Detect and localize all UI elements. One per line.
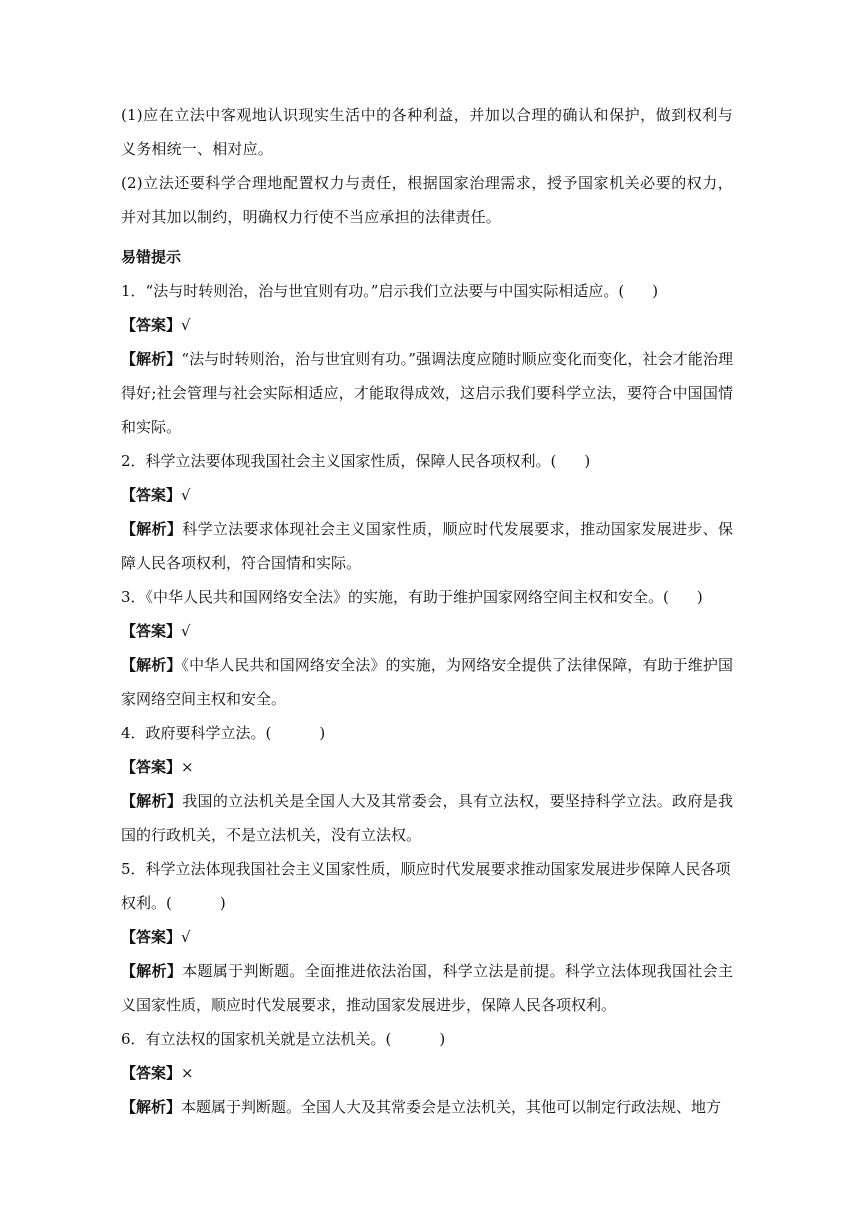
explanation-line [121,1090,733,1124]
document-page [121,98,733,1124]
question-close: ) [219,894,226,912]
question-stem: 3．《中华人民共和国网络安全法》的实施，有助于维护国家网络空间主权和安全。( [121,588,669,606]
explanation-tag: 【解析】 [121,792,183,810]
question-stem: 1．“法与时转则治，治与世宜则有功。”启示我们立法要与中国实际相适应。( [121,282,625,300]
explanation-line [121,954,733,1022]
answer-line [121,614,733,648]
question-text [121,274,733,308]
answer-value: √ [181,486,191,504]
answer-value: √ [181,928,191,946]
question-text [121,716,733,750]
question-stem: 4．政府要科学立法。( [121,724,272,742]
explanation-text: “法与时转则治，治与世宜则有功。”强调法度应随时顺应变化而变化，社会才能治理得好;社会管理与社会实际相适应，才能取得成效，这启示我们要科学立法，要符合中国国情和实际。 [121,350,733,436]
question-close: ) [584,452,591,470]
question-close: ) [319,724,326,742]
explanation-text: 本题属于判断题。全国人大及其常委会是立法机关，其他可以制定行政法规、地方 [181,1098,722,1116]
answer-value: √ [181,316,191,334]
answer-tag: 【答案】 [121,1064,182,1082]
explanation-tag: 【解析】 [121,962,183,980]
intro-paragraph-1: (1)应在立法中客观地认识现实生活中的各种利益，并加以合理的确认和保护，做到权利与义务相统一、相对应。 [121,106,733,158]
answer-line [121,920,733,954]
answer-line [121,308,733,342]
explanation-line [121,784,733,852]
explanation-line [121,342,733,444]
explanation-text: 科学立法要求体现社会主义国家性质，顺应时代发展要求，推动国家发展进步、保障人民各项权利，符合国情和实际。 [121,520,733,572]
explanation-tag: 【解析】 [121,520,183,538]
answer-tag: 【答案】 [121,928,182,946]
answer-tag: 【答案】 [121,758,182,776]
answer-line [121,1056,733,1090]
question-text [121,852,733,920]
question-text [121,580,733,614]
question-close: ) [652,282,659,300]
answer-tag: 【答案】 [121,486,182,504]
answer-tag: 【答案】 [121,316,182,334]
question-stem: 5．科学立法体现我国社会主义国家性质，顺应时代发展要求推动国家发展进步保障人民各项权利。( [121,860,731,912]
question-close: ) [696,588,703,606]
section-title: 易错提示 [121,248,182,266]
question-item-3 [121,580,733,716]
answer-line [121,478,733,512]
question-stem: 6．有立法权的国家机关就是立法机关。( [121,1030,392,1048]
answer-line [121,750,733,784]
explanation-text: 本题属于判断题。全面推进依法治国，科学立法是前提。科学立法体现我国社会主义国家性质，顺应时代发展要求，推动国家发展进步，保障人民各项权利。 [121,962,733,1014]
question-item-4 [121,716,733,852]
explanation-text: 我国的立法机关是全国人大及其常委会，具有立法权，要坚持科学立法。政府是我国的行政机关，不是立法机关，没有立法权。 [121,792,733,844]
explanation-line [121,648,733,716]
explanation-text: 《中华人民共和国网络安全法》的实施，为网络安全提供了法律保障，有助于维护国家网络空间主权和安全。 [121,656,733,708]
answer-tag: 【答案】 [121,622,182,640]
question-stem: 2．科学立法要体现我国社会主义国家性质，保障人民各项权利。( [121,452,557,470]
intro-paragraph-2: (2)立法还要科学合理地配置权力与责任，根据国家治理需求，授予国家机关必要的权力，并对其加以制约，明确权力行使不当应承担的法律责任。 [121,174,733,226]
question-close: ) [439,1030,446,1048]
question-item-6 [121,1022,733,1124]
explanation-line [121,512,733,580]
question-text [121,1022,733,1056]
explanation-tag: 【解析】 [121,350,182,368]
question-item-5 [121,852,733,1022]
answer-value: × [181,1064,194,1082]
answer-value: × [181,758,194,776]
question-item-2 [121,444,733,580]
explanation-tag: 【解析】 [121,1098,182,1116]
question-item-1 [121,274,733,444]
answer-value: √ [181,622,191,640]
question-text [121,444,733,478]
explanation-tag: 【解析】 [121,656,182,674]
